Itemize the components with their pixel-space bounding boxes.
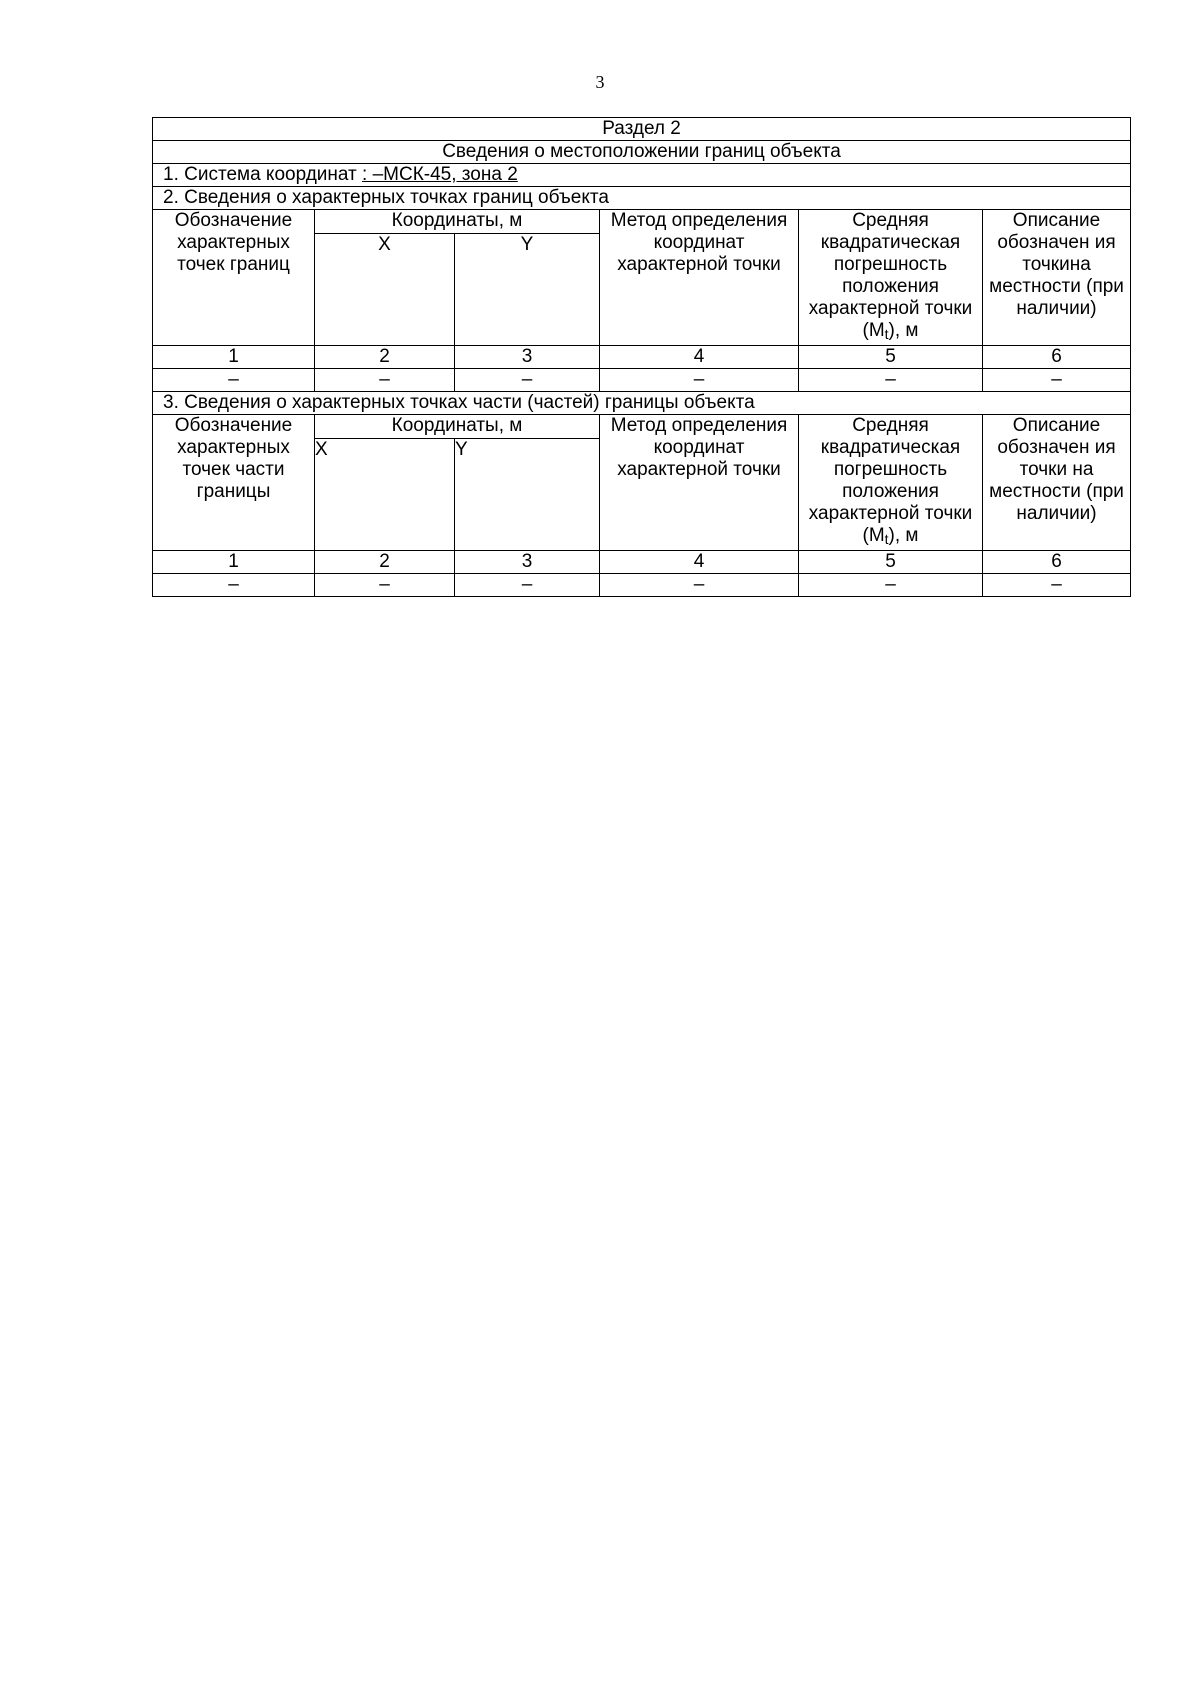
parts-cell: – (315, 574, 455, 597)
points-data-row (153, 369, 1131, 392)
parts-cell: – (455, 574, 600, 597)
section-subtitle-row (153, 141, 1131, 164)
points-header-error-subscript: t (884, 326, 889, 342)
parts-cell: – (799, 574, 983, 597)
points-header-y: Y (455, 234, 600, 346)
points-cell: – (983, 369, 1131, 392)
points-col-number: 4 (600, 346, 799, 369)
points-col-number: 3 (455, 346, 600, 369)
points-col-number: 2 (315, 346, 455, 369)
parts-col-number: 1 (153, 551, 315, 574)
parts-col-numbers-row (153, 551, 1131, 574)
points-cell: – (153, 369, 315, 392)
coord-system-value: : –МСК-45, зона 2 (362, 164, 518, 185)
parts-header-coords: Координаты, м (315, 415, 600, 439)
parts-col-number: 2 (315, 551, 455, 574)
parts-header-error-text: Средняя квадратическая погрешность положения характерной точки (М (808, 415, 973, 546)
parts-header-error-suffix: ), м (888, 525, 919, 546)
parts-cell: – (983, 574, 1131, 597)
points-header-designation: Обозначение характерных точек границ (153, 210, 315, 346)
points-cell: – (315, 369, 455, 392)
points-cell: – (600, 369, 799, 392)
coord-system-label: 1. Система координат (163, 164, 363, 185)
points-cell: – (799, 369, 983, 392)
points-header-description: Описание обозначен ия точкина местности (при наличии) (983, 210, 1131, 346)
section-title: Раздел 2 (153, 118, 1131, 141)
parts-cell: – (153, 574, 315, 597)
parts-header-row (153, 415, 1131, 439)
parts-header-description: Описание обозначен ия точки на местности (при наличии) (983, 415, 1131, 551)
parts-col-number: 3 (455, 551, 600, 574)
points-table-title: 2. Сведения о характерных точках границ объекта (153, 187, 1131, 210)
page-number: 3 (595, 72, 605, 92)
section-subtitle: Сведения о местоположении границ объекта (153, 141, 1131, 164)
section-2-table (152, 117, 1131, 597)
parts-header-method: Метод определения координат характерной точки (600, 415, 799, 551)
parts-header-x: X (315, 439, 455, 551)
section-title-row (153, 118, 1131, 141)
points-col-number: 5 (799, 346, 983, 369)
parts-header-designation: Обозначение характерных точек части границы (153, 415, 315, 551)
parts-table-title-row (153, 392, 1131, 415)
points-header-error-suffix: ), м (888, 320, 919, 341)
points-header-x: X (315, 234, 455, 346)
parts-col-number: 5 (799, 551, 983, 574)
parts-cell: – (600, 574, 799, 597)
points-header-coords: Координаты, м (315, 210, 600, 234)
parts-header-error (799, 415, 983, 551)
points-header-method: Метод определения координат характерной точки (600, 210, 799, 346)
points-header-error-text: Средняя квадратическая погрешность положения характерной точки (М (808, 210, 973, 341)
parts-header-y: Y (455, 439, 600, 551)
points-col-number: 1 (153, 346, 315, 369)
coord-system (153, 164, 1131, 187)
points-header-error (799, 210, 983, 346)
parts-col-number: 6 (983, 551, 1131, 574)
points-header-row (153, 210, 1131, 234)
parts-data-row (153, 574, 1131, 597)
parts-table-title: 3. Сведения о характерных точках части (частей) границы объекта (153, 392, 1131, 415)
points-col-number: 6 (983, 346, 1131, 369)
parts-col-number: 4 (600, 551, 799, 574)
parts-header-error-subscript: t (884, 531, 889, 547)
points-col-numbers-row (153, 346, 1131, 369)
points-cell: – (455, 369, 600, 392)
coord-system-row (153, 164, 1131, 187)
points-table-title-row (153, 187, 1131, 210)
